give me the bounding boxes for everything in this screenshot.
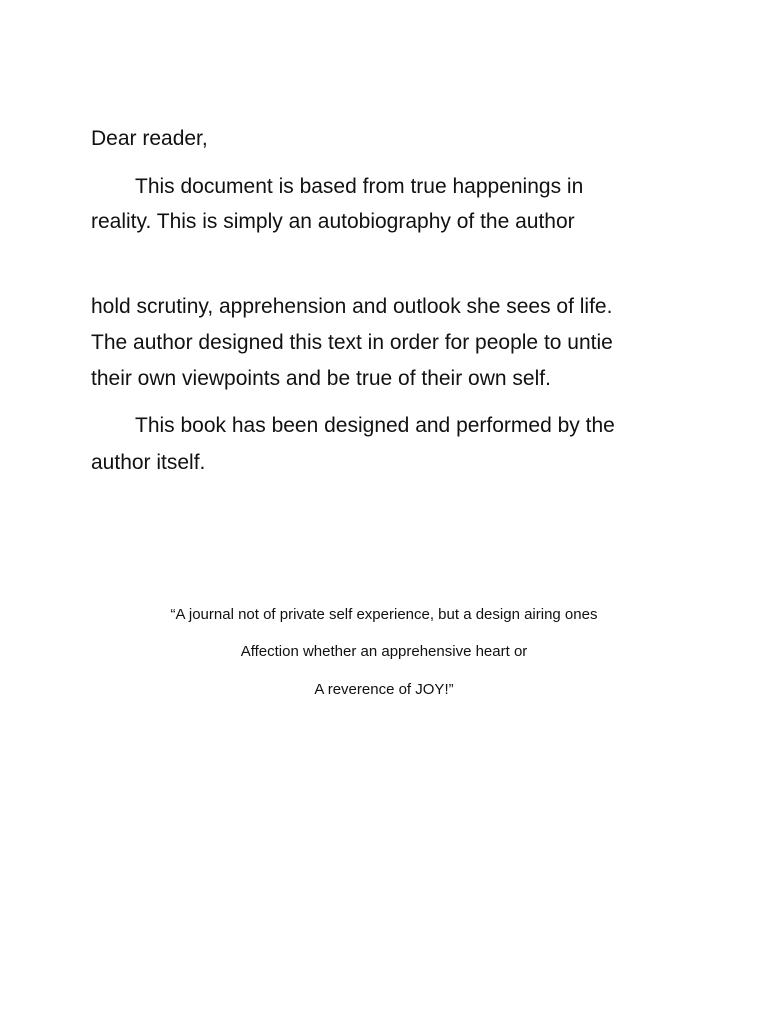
- paragraph-1-line-2: reality. This is simply an autobiography of the author: [91, 210, 575, 233]
- paragraph-3-line-1: This book has been designed and performed by the: [135, 414, 615, 437]
- paragraph-2-line-3: their own viewpoints and be true of their own self.: [91, 367, 551, 390]
- paragraph-2-line-2: The author designed this text in order for people to untie: [91, 331, 613, 354]
- quote-line-1: “A journal not of private self experience, but a design airing ones: [170, 606, 598, 623]
- paragraph-2-line-1: hold scrutiny, apprehension and outlook she sees of life.: [91, 295, 613, 318]
- quote-line-2: Affection whether an apprehensive heart or: [240, 643, 528, 660]
- salutation: Dear reader,: [91, 127, 208, 150]
- paragraph-1-line-1: This document is based from true happenings in: [135, 175, 584, 198]
- quote-line-3: A reverence of JOY!”: [314, 681, 454, 698]
- paragraph-3-line-2: author itself.: [91, 451, 206, 474]
